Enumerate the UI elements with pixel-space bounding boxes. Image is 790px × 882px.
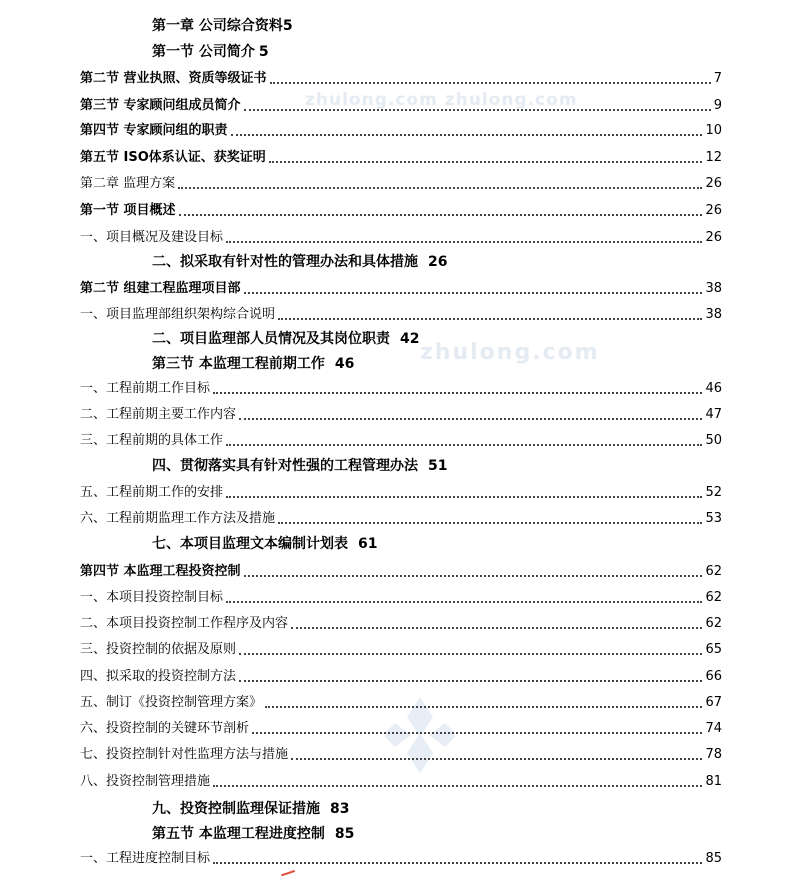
toc-heading	[152, 356, 354, 372]
toc-row[interactable]	[0, 404, 790, 426]
toc-row[interactable]	[0, 482, 790, 504]
toc-entry	[80, 774, 722, 790]
toc-heading-row[interactable]	[0, 455, 790, 477]
toc-heading-title: 二、项目监理部人员情况及其岗位职责	[152, 331, 390, 347]
toc-heading-title: 七、本项目监理文本编制计划表	[152, 536, 348, 552]
toc-heading-title: 第一章 公司综合资料	[152, 18, 283, 34]
toc-row[interactable]	[0, 304, 790, 326]
toc-entry	[80, 642, 722, 658]
toc-row[interactable]	[0, 771, 790, 793]
toc-entry-title: 六、投资控制的关键环节剖析	[80, 721, 250, 736]
toc-heading-title: 第五节 本监理工程进度控制	[152, 826, 325, 842]
toc-row[interactable]	[0, 561, 790, 583]
toc-entry-page: 9	[713, 98, 722, 113]
toc-entry-title: 八、投资控制管理措施	[80, 774, 211, 789]
toc-heading-page: 61	[358, 536, 378, 552]
toc-entry-title: 第二节 组建工程监理项目部	[80, 281, 241, 296]
toc-entry-title: 四、拟采取的投资控制方法	[80, 669, 237, 684]
toc-heading-title: 第三节 本监理工程前期工作	[152, 356, 325, 372]
toc-row[interactable]	[0, 613, 790, 635]
toc-entry-page: 26	[705, 203, 722, 218]
toc-entry-title: 六、工程前期监理工作方法及措施	[80, 511, 276, 526]
toc-entry	[80, 851, 722, 867]
toc-heading-title: 第一节 公司简介	[152, 44, 255, 60]
toc-row[interactable]	[0, 744, 790, 766]
toc-heading	[152, 254, 447, 270]
toc-entry	[80, 123, 722, 139]
toc-entry-page: 12	[705, 150, 722, 165]
toc-row[interactable]	[0, 848, 790, 870]
toc-leader-dots	[278, 318, 702, 320]
toc-row[interactable]	[0, 278, 790, 300]
toc-entry-page: 74	[705, 721, 722, 736]
toc-entry-title: 二、本项目投资控制工作程序及内容	[80, 616, 289, 631]
toc-heading-page: 46	[334, 356, 355, 372]
toc-entry-title: 第三节 专家顾问组成员简介	[80, 98, 241, 113]
toc-entry-page: 65	[705, 642, 722, 657]
toc-entry-title: 第四节 专家顾问组的职责	[80, 123, 228, 138]
toc-leader-dots	[291, 627, 702, 629]
toc-leader-dots	[252, 732, 702, 734]
toc-heading	[152, 458, 447, 474]
toc-entry-page: 81	[705, 774, 722, 789]
toc-entry-page: 26	[705, 176, 722, 191]
toc-leader-dots	[270, 82, 711, 84]
toc-heading-title: 四、贯彻落实具有针对性强的工程管理办法	[152, 458, 418, 474]
toc-heading-page: 42	[400, 331, 420, 347]
toc-leader-dots	[239, 680, 702, 682]
toc-entry-page: 53	[705, 511, 722, 526]
toc-row[interactable]	[0, 95, 790, 117]
toc-entry-title: 一、本项目投资控制目标	[80, 590, 224, 605]
toc-heading-row[interactable]	[0, 15, 790, 37]
toc-row[interactable]	[0, 430, 790, 452]
toc-heading-title: 九、投资控制监理保证措施	[152, 801, 320, 817]
toc-entry	[80, 511, 722, 527]
watermark-text: zhulong.com zhulong.com	[305, 90, 578, 110]
toc-leader-dots	[244, 575, 703, 577]
toc-leader-dots	[269, 161, 703, 163]
toc-leader-dots	[226, 241, 702, 243]
toc-heading-page: 5	[282, 18, 293, 34]
toc-row[interactable]	[0, 200, 790, 222]
toc-entry	[80, 407, 722, 423]
toc-entry-page: 47	[705, 407, 722, 422]
toc-heading-row[interactable]	[0, 798, 790, 820]
toc-entry	[80, 721, 722, 737]
toc-leader-dots	[244, 109, 711, 111]
toc-entry-title: 第五节 ISO体系认证、获奖证明	[80, 150, 266, 165]
toc-entry-page: 78	[705, 747, 722, 762]
toc-entry-page: 7	[713, 71, 722, 86]
toc-leader-dots	[226, 601, 702, 603]
toc-heading-row[interactable]	[0, 41, 790, 63]
toc-row[interactable]	[0, 692, 790, 714]
toc-heading	[152, 801, 349, 817]
toc-leader-dots	[291, 758, 702, 760]
toc-entry	[80, 150, 722, 166]
toc-entry-page: 62	[705, 590, 722, 605]
toc-entry	[80, 590, 722, 606]
toc-leader-dots	[278, 522, 702, 524]
toc-entry-title: 二、工程前期主要工作内容	[80, 407, 237, 422]
toc-leader-dots	[213, 392, 702, 394]
toc-entry-title: 第四节 本监理工程投资控制	[80, 564, 241, 579]
toc-leader-dots	[244, 292, 703, 294]
toc-row[interactable]	[0, 666, 790, 688]
toc-heading-row[interactable]	[0, 353, 790, 375]
toc-entry	[80, 616, 722, 632]
toc-entry-title: 一、工程前期工作目标	[80, 381, 211, 396]
toc-heading-row[interactable]	[0, 251, 790, 273]
toc-leader-dots	[226, 444, 702, 446]
toc-leader-dots	[179, 214, 703, 216]
toc-heading-row[interactable]	[0, 533, 790, 555]
toc-heading-title: 二、拟采取有针对性的管理办法和具体措施	[152, 254, 418, 270]
toc-heading	[152, 331, 419, 347]
toc-leader-dots	[239, 653, 702, 655]
toc-entry	[80, 695, 722, 711]
toc-leader-dots	[265, 706, 702, 708]
toc-entry-title: 第二节 营业执照、资质等级证书	[80, 71, 267, 86]
toc-heading-page: 83	[330, 801, 350, 817]
toc-entry-page: 46	[705, 381, 722, 396]
toc-entry	[80, 71, 722, 87]
toc-row[interactable]	[0, 227, 790, 249]
toc-entry-title: 第二章 监理方案	[80, 176, 176, 191]
toc-entry-page: 38	[705, 281, 722, 296]
toc-entry-title: 第一节 项目概述	[80, 203, 176, 218]
toc-row[interactable]	[0, 587, 790, 609]
toc-row[interactable]	[0, 508, 790, 530]
toc-leader-dots	[213, 785, 702, 787]
toc-entry-page: 62	[705, 564, 722, 579]
toc-entry	[80, 433, 722, 449]
toc-entry-page: 85	[705, 851, 722, 866]
toc-entry	[80, 669, 722, 685]
toc-heading-row[interactable]	[0, 823, 790, 845]
toc-leader-dots	[231, 134, 703, 136]
toc-row[interactable]	[0, 639, 790, 661]
toc-entry-page: 62	[705, 616, 722, 631]
toc-row[interactable]	[0, 120, 790, 142]
toc-entry	[80, 281, 722, 297]
toc-entry-title: 三、工程前期的具体工作	[80, 433, 224, 448]
watermark-text-secondary: zhulong.com	[420, 340, 600, 365]
toc-heading	[152, 44, 269, 60]
toc-entry-title: 五、工程前期工作的安排	[80, 485, 224, 500]
toc-entry-title: 一、工程进度控制目标	[80, 851, 211, 866]
toc-leader-dots	[178, 187, 702, 189]
toc-entry	[80, 381, 722, 397]
toc-leader-dots	[239, 418, 702, 420]
toc-heading-page: 26	[428, 254, 448, 270]
toc-row[interactable]	[0, 147, 790, 169]
toc-row[interactable]	[0, 173, 790, 195]
toc-entry	[80, 230, 722, 246]
toc-entry-page: 26	[705, 230, 722, 245]
toc-entry-page: 10	[705, 123, 722, 138]
toc-entry-title: 五、制订《投资控制管理方案》	[80, 695, 263, 710]
toc-heading-page: 51	[428, 458, 448, 474]
toc-row[interactable]	[0, 718, 790, 740]
toc-heading-row[interactable]	[0, 328, 790, 350]
toc-heading-page: 85	[334, 826, 355, 842]
toc-leader-dots	[213, 862, 702, 864]
toc-entry	[80, 98, 722, 114]
toc-entry	[80, 307, 722, 323]
toc-entry	[80, 747, 722, 763]
toc-entry-page: 52	[705, 485, 722, 500]
toc-entry-title: 七、投资控制针对性监理方法与措施	[80, 747, 289, 762]
toc-heading	[152, 826, 354, 842]
toc-entry-title: 三、投资控制的依据及原则	[80, 642, 237, 657]
toc-entry	[80, 564, 722, 580]
toc-entry-page: 38	[705, 307, 722, 322]
toc-entry	[80, 176, 722, 192]
toc-entry-title: 一、项目概况及建设目标	[80, 230, 224, 245]
toc-heading	[152, 536, 377, 552]
toc-heading	[152, 18, 293, 34]
toc-entry	[80, 485, 722, 501]
toc-entry-page: 66	[705, 669, 722, 684]
toc-entry-page: 50	[705, 433, 722, 448]
toc-entry-title: 一、项目监理部组织架构综合说明	[80, 307, 276, 322]
toc-row[interactable]	[0, 68, 790, 90]
toc-entry-page: 67	[705, 695, 722, 710]
toc-heading-page: 5	[258, 44, 269, 60]
toc-entry	[80, 203, 722, 219]
toc-row[interactable]	[0, 378, 790, 400]
toc-leader-dots	[226, 496, 702, 498]
